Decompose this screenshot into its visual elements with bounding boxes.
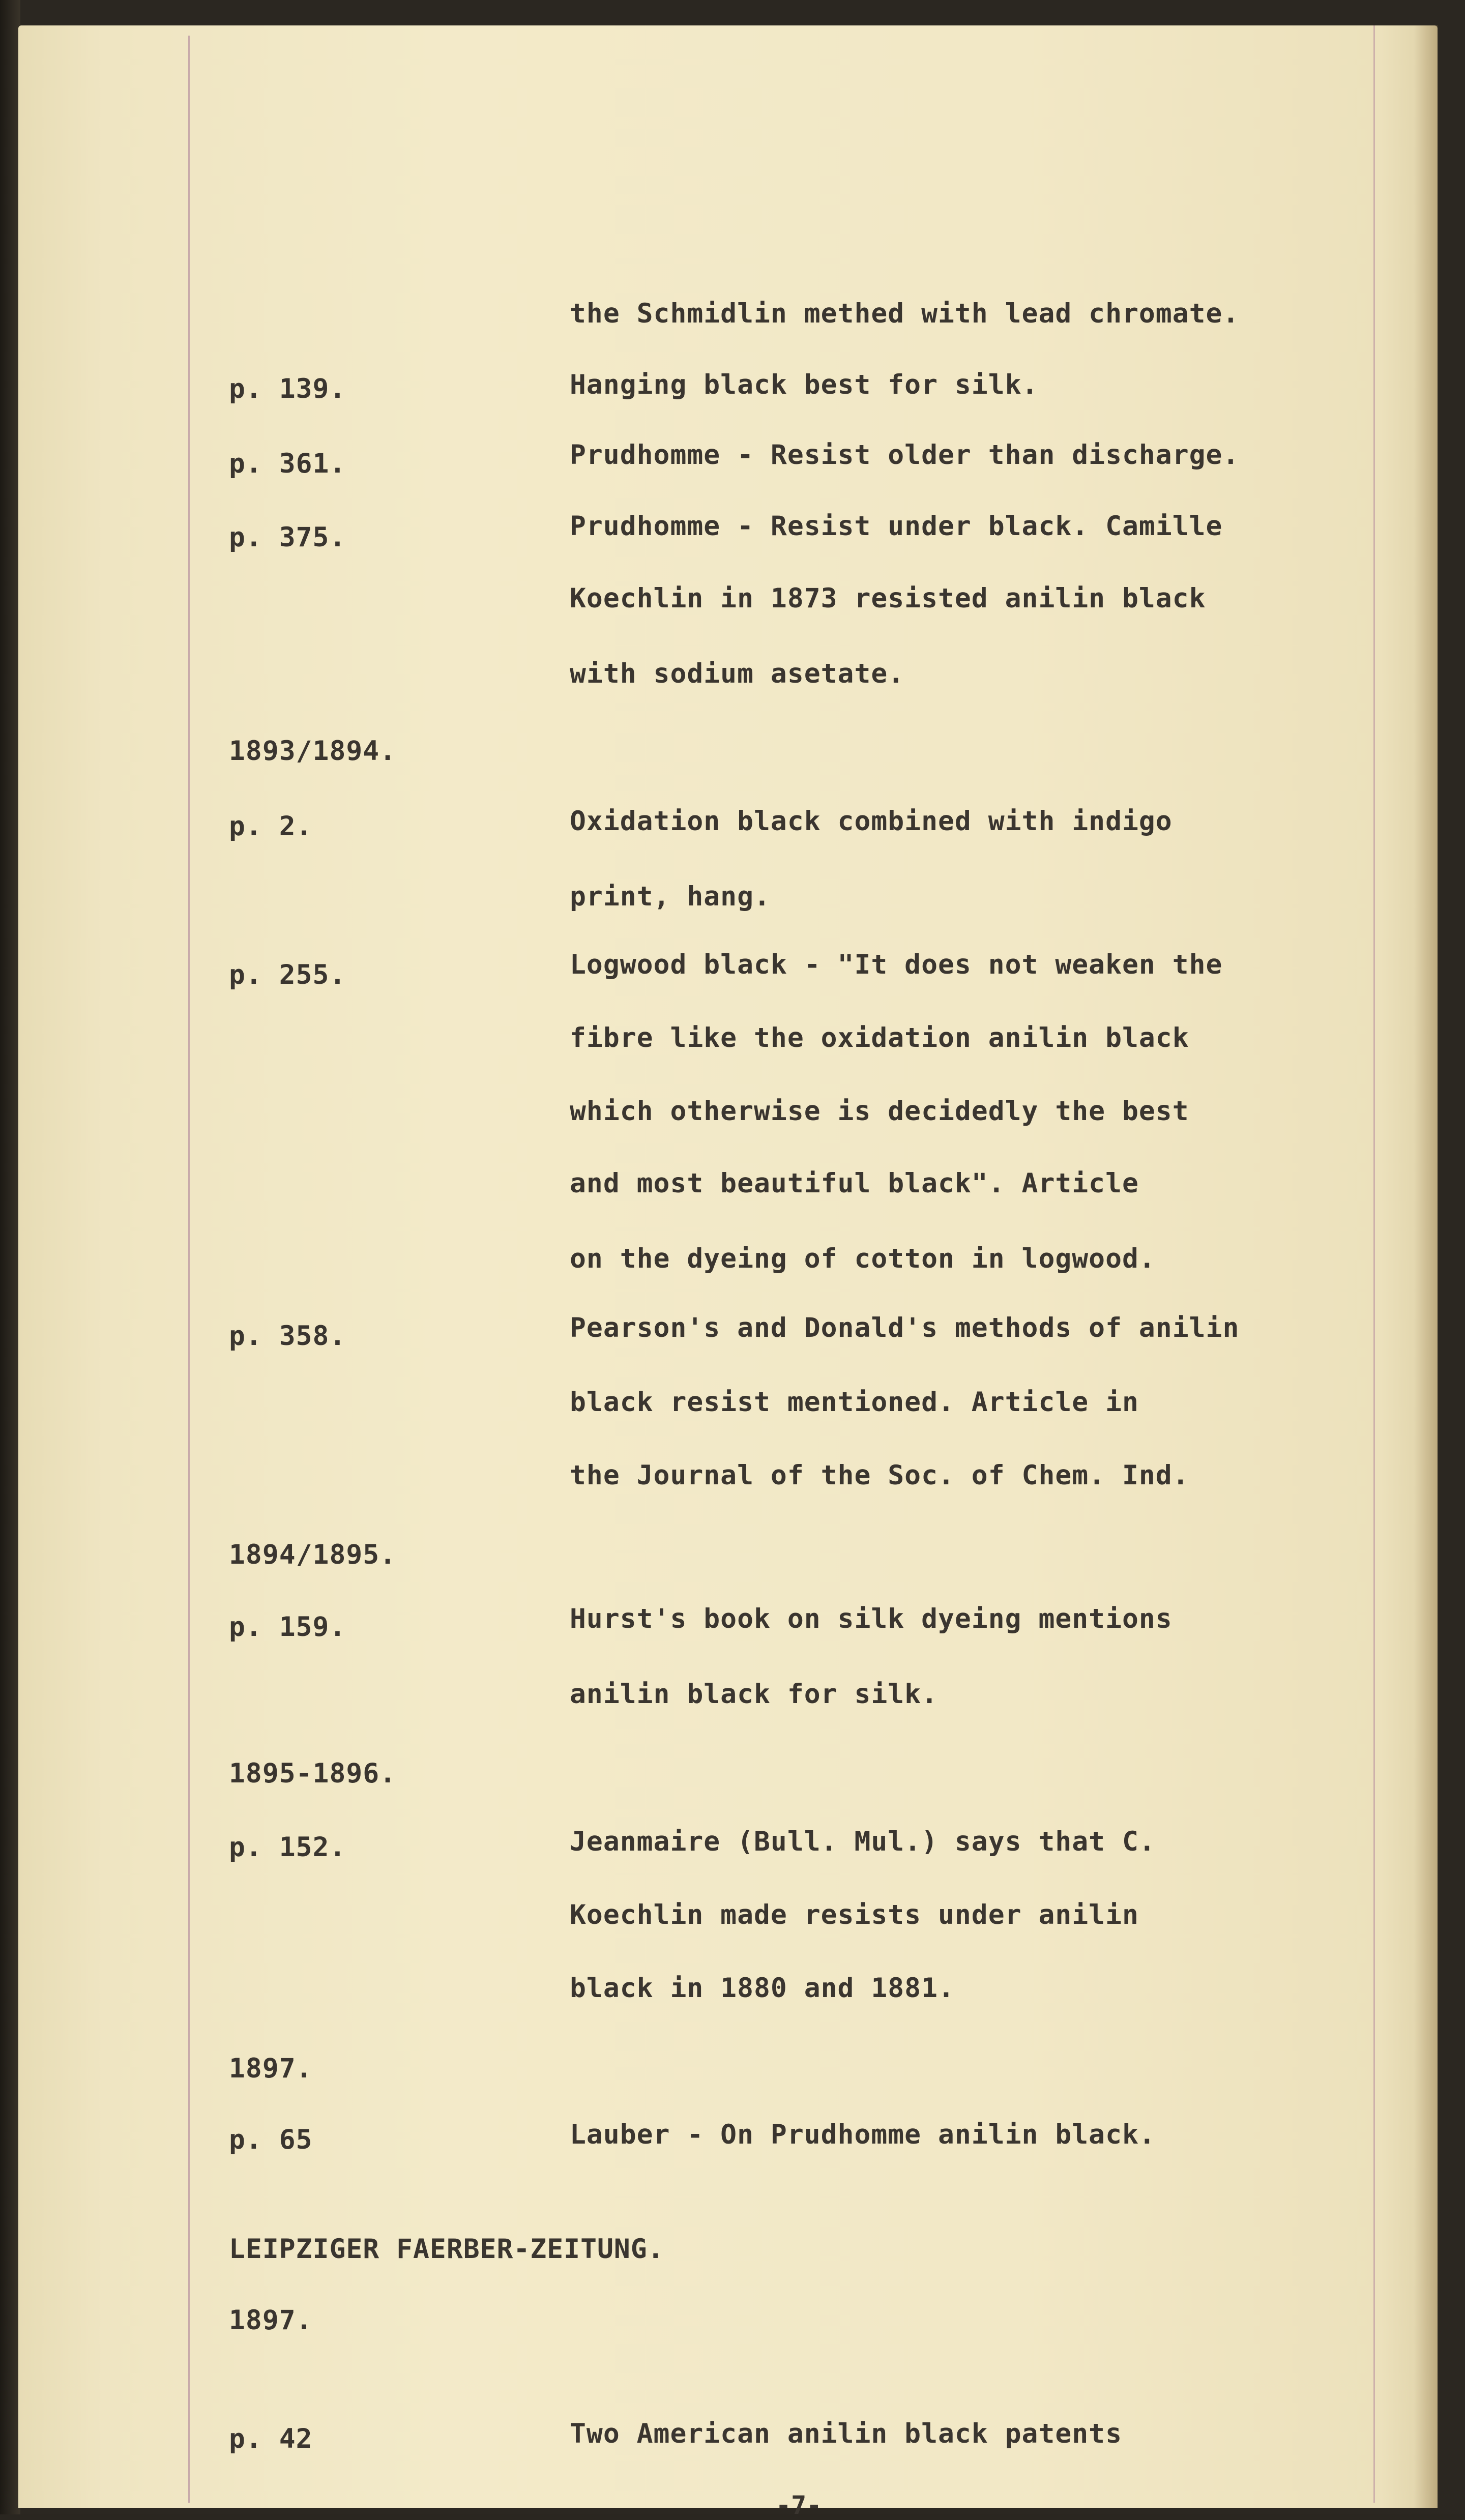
line-text: the Journal of the Soc. of Chem. Ind. bbox=[570, 1460, 1189, 1491]
right-margin-rule bbox=[1373, 25, 1375, 2503]
line-text: print, hang. bbox=[570, 881, 771, 912]
line-reference: p. 375. bbox=[229, 522, 346, 553]
line-text: Lauber - On Prudhomme anilin black. bbox=[570, 2119, 1156, 2150]
section-year: 1897. bbox=[229, 2305, 313, 2336]
line-text: fibre like the oxidation anilin black bbox=[570, 1022, 1189, 1053]
line-text: with sodium asetate. bbox=[570, 658, 905, 689]
line-text: Oxidation black combined with indigo bbox=[570, 806, 1173, 837]
book-spine bbox=[0, 0, 20, 2514]
paper-edge-shadow bbox=[1414, 25, 1438, 2508]
line-text: Koechlin in 1873 resisted anilin black bbox=[570, 583, 1206, 614]
line-text: which otherwise is decidedly the best bbox=[570, 1096, 1189, 1127]
line-reference: p. 361. bbox=[229, 448, 346, 479]
line-text: Hanging black best for silk. bbox=[570, 369, 1039, 400]
line-text: black in 1880 and 1881. bbox=[570, 1973, 955, 2004]
line-text: Jeanmaire (Bull. Mul.) says that C. bbox=[570, 1826, 1156, 1857]
line-reference: p. 65 bbox=[229, 2124, 313, 2155]
line-text: Hurst's book on silk dyeing mentions bbox=[570, 1603, 1173, 1634]
line-text: Pearson's and Donald's methods of anilin bbox=[570, 1312, 1240, 1343]
left-margin-rule bbox=[188, 36, 190, 2503]
section-heading: LEIPZIGER FAERBER-ZEITUNG. bbox=[229, 2234, 664, 2265]
line-reference: p. 255. bbox=[229, 959, 346, 990]
line-text: black resist mentioned. Article in bbox=[570, 1387, 1139, 1418]
line-text: Two American anilin black patents bbox=[570, 2418, 1122, 2449]
section-year: 1894/1895. bbox=[229, 1539, 397, 1570]
line-reference: p. 42 bbox=[229, 2423, 313, 2454]
line-text: Logwood black - "It does not weaken the bbox=[570, 949, 1223, 980]
section-year: 1897. bbox=[229, 2053, 313, 2084]
line-text: Prudhomme - Resist under black. Camille bbox=[570, 511, 1223, 542]
section-year: 1895-1896. bbox=[229, 1758, 397, 1789]
line-text: Prudhomme - Resist older than discharge. bbox=[570, 439, 1240, 471]
line-reference: p. 139. bbox=[229, 373, 346, 404]
page-number: -7- bbox=[776, 2490, 822, 2520]
line-text: anilin black for silk. bbox=[570, 1679, 938, 1710]
line-reference: p. 159. bbox=[229, 1611, 346, 1643]
line-text: Koechlin made resists under anilin bbox=[570, 1899, 1139, 1930]
line-text: the Schmidlin methed with lead chromate. bbox=[570, 298, 1240, 329]
section-year: 1893/1894. bbox=[229, 736, 397, 767]
line-reference: p. 2. bbox=[229, 811, 313, 842]
line-text: on the dyeing of cotton in logwood. bbox=[570, 1243, 1156, 1274]
line-text: and most beautiful black". Article bbox=[570, 1168, 1139, 1199]
line-reference: p. 152. bbox=[229, 1832, 346, 1863]
line-reference: p. 358. bbox=[229, 1321, 346, 1352]
